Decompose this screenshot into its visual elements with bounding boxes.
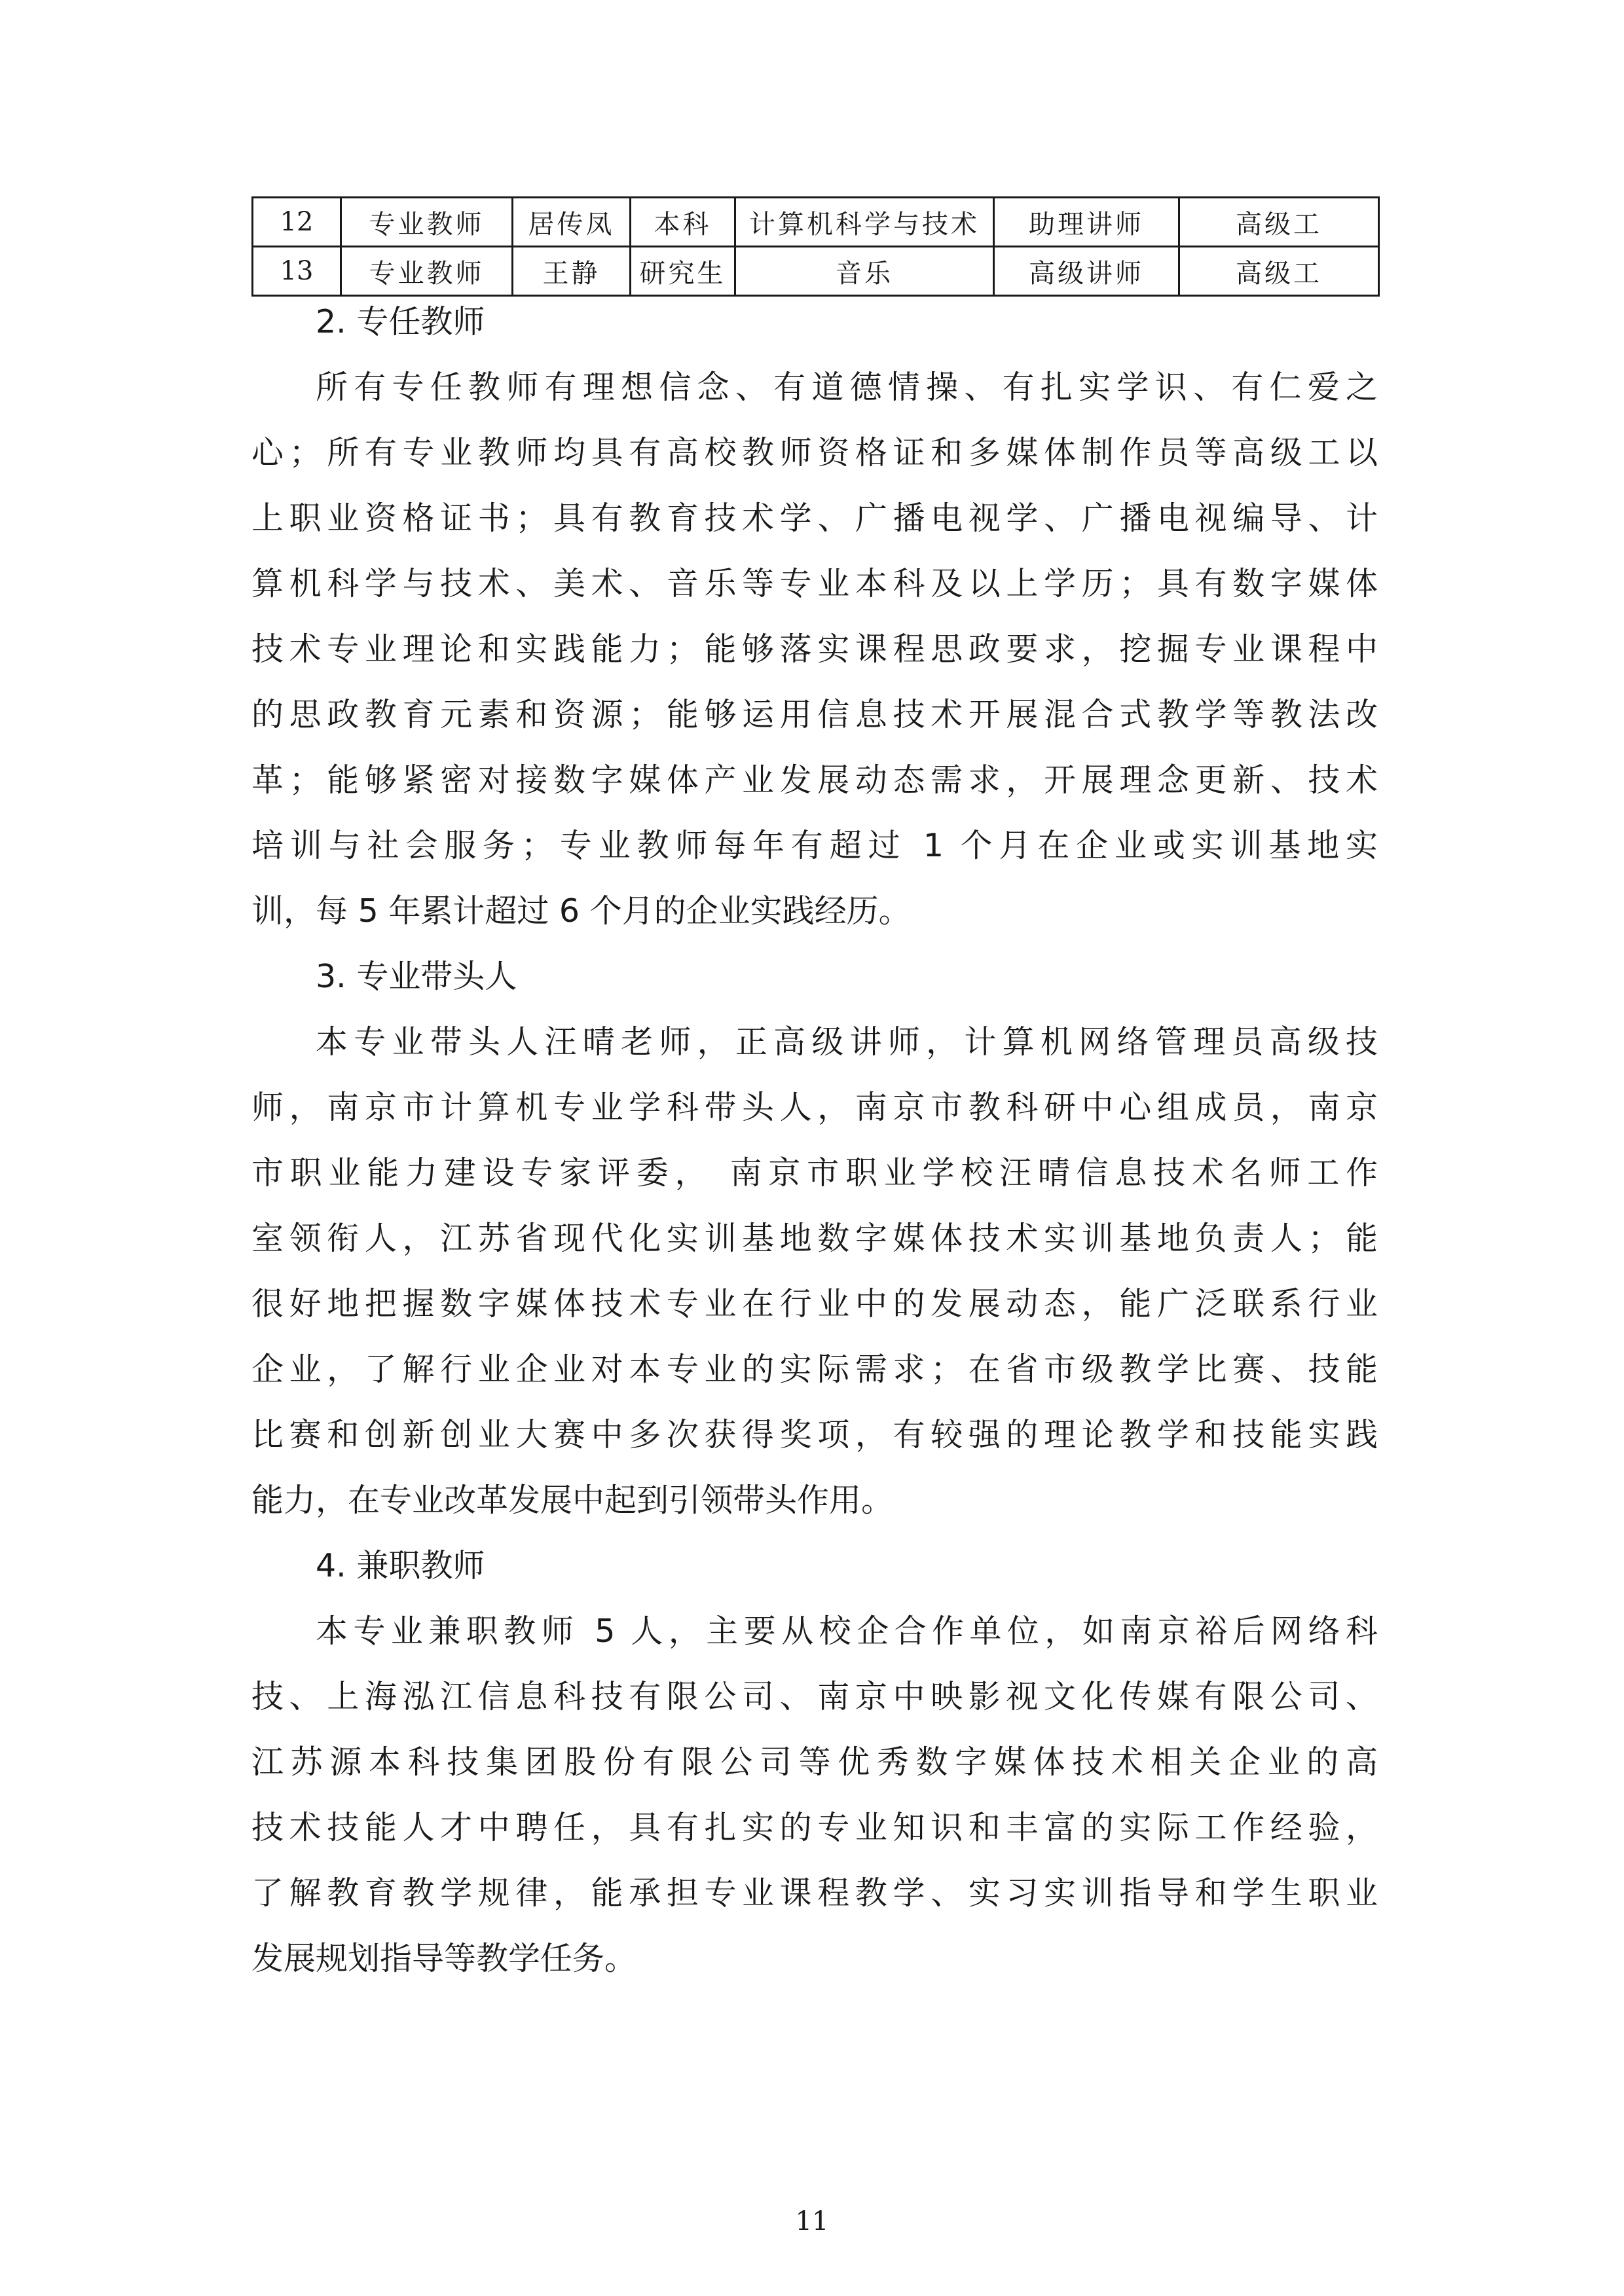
table-cell: 居传凤	[513, 198, 631, 247]
paragraph-line: 了解教育教学规律，能承担专业课程教学、实习实训指导和学生职业	[251, 1874, 1378, 1912]
table-cell: 13	[253, 247, 341, 296]
table-cell: 音乐	[735, 247, 994, 296]
paragraph-line: 算机科学与技术、美术、音乐等专业本科及以上学历；具有数字媒体	[251, 565, 1378, 602]
paragraph-line: 师，南京市计算机专业学科带头人，南京市教科研中心组成员，南京	[251, 1089, 1378, 1126]
paragraph-line: 技术专业理论和实践能力；能够落实课程思政要求，挖掘专业课程中	[251, 630, 1378, 668]
table-cell: 计算机科学与技术	[735, 198, 994, 247]
body-text	[251, 289, 1378, 1992]
paragraph-line: 比赛和创新创业大赛中多次获得奖项，有较强的理论教学和技能实践	[251, 1416, 1378, 1453]
table-cell: 助理讲师	[994, 198, 1179, 247]
table-cell: 高级工	[1179, 198, 1379, 247]
paragraph-line: 市职业能力建设专家评委， 南京市职业学校汪晴信息技术名师工作	[251, 1154, 1378, 1192]
paragraph-line: 培训与社会服务；专业教师每年有超过 1 个月在企业或实训基地实	[251, 827, 1378, 864]
paragraph-line: 室领衔人，江苏省现代化实训基地数字媒体技术实训基地负责人；能	[251, 1220, 1378, 1257]
paragraph-line: 本专业兼职教师 5 人，主要从校企合作单位，如南京裕后网络科	[316, 1613, 1378, 1650]
teacher-table	[251, 196, 1380, 297]
paragraph-line: 很好地把握数字媒体技术专业在行业中的发展动态，能广泛联系行业	[251, 1285, 1378, 1322]
table-cell: 专业教师	[341, 247, 513, 296]
table-cell: 12	[253, 198, 341, 247]
section-heading: 3. 专业带头人	[316, 958, 517, 995]
paragraph-line: 所有专任教师有理想信念、有道德情操、有扎实学识、有仁爱之	[316, 369, 1378, 406]
table-cell: 高级讲师	[994, 247, 1179, 296]
page-number: 11	[795, 2206, 829, 2236]
section-heading: 4. 兼职教师	[316, 1547, 485, 1584]
paragraph-line: 发展规划指导等教学任务。	[251, 1940, 637, 1977]
table-cell: 本科	[631, 198, 735, 247]
paragraph-line: 心；所有专业教师均具有高校教师资格证和多媒体制作员等高级工以	[251, 434, 1378, 471]
table-cell: 王静	[513, 247, 631, 296]
section-heading: 2. 专任教师	[316, 303, 485, 340]
paragraph-line: 革；能够紧密对接数字媒体产业发展动态需求，开展理念更新、技术	[251, 761, 1378, 799]
paragraph-line: 企业，了解行业企业对本专业的实际需求；在省市级教学比赛、技能	[251, 1351, 1378, 1388]
table-row	[253, 198, 1379, 247]
paragraph-line: 能力，在专业改革发展中起到引领带头作用。	[251, 1482, 894, 1519]
paragraph-line: 本专业带头人汪晴老师，正高级讲师，计算机网络管理员高级技	[316, 1023, 1378, 1061]
paragraph-line: 江苏源本科技集团股份有限公司等优秀数字媒体技术相关企业的高	[251, 1743, 1378, 1781]
paragraph-line: 的思政教育元素和资源；能够运用信息技术开展混合式教学等教法改	[251, 696, 1378, 733]
paragraph-line: 技术技能人才中聘任，具有扎实的专业知识和丰富的实际工作经验，	[251, 1809, 1378, 1846]
table-cell: 专业教师	[341, 198, 513, 247]
paragraph-line: 技、上海泓江信息科技有限公司、南京中映影视文化传媒有限公司、	[251, 1678, 1378, 1715]
table-cell: 高级工	[1179, 247, 1379, 296]
table-row	[253, 247, 1379, 296]
paragraph-line: 训，每 5 年累计超过 6 个月的企业实践经历。	[251, 892, 911, 930]
paragraph-line: 上职业资格证书；具有教育技术学、广播电视学、广播电视编导、计	[251, 500, 1378, 537]
teacher-table-body	[253, 198, 1379, 296]
table-cell: 研究生	[631, 247, 735, 296]
